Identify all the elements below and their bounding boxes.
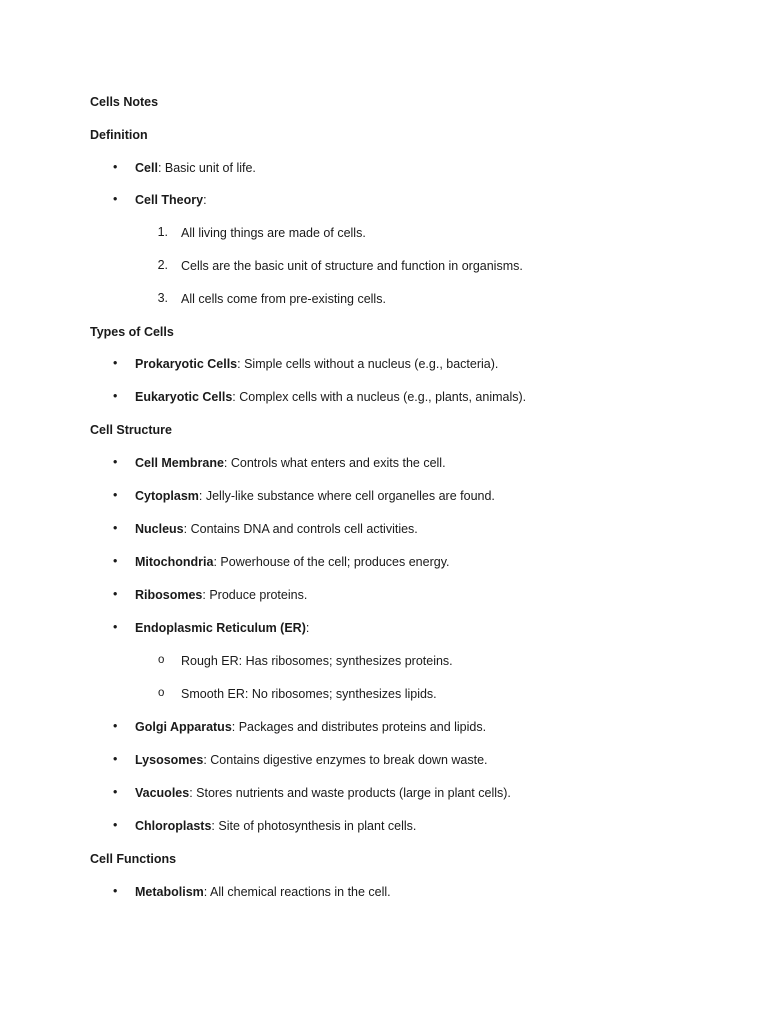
item-number: 1.	[157, 225, 168, 239]
section-heading-definition: Definition	[90, 128, 148, 142]
description: : Controls what enters and exits the cell.	[223, 456, 446, 470]
term: Nucleus	[135, 522, 184, 536]
term: Vacuoles	[135, 786, 190, 800]
term: Mitochondria	[135, 555, 214, 569]
description: :	[203, 193, 207, 207]
section-heading-functions: Cell Functions	[90, 852, 177, 866]
bullet-icon: •	[113, 818, 118, 832]
description: : Simple cells without a nucleus (e.g., bacteria).	[237, 357, 499, 371]
term: Cell Theory	[135, 193, 204, 207]
term: Chloroplasts	[135, 819, 212, 833]
item-text: Cells are the basic unit of structure and function in organisms.	[181, 259, 523, 273]
bullet-icon: •	[113, 785, 118, 799]
bullet-icon: •	[113, 587, 118, 601]
term: Lysosomes	[135, 753, 204, 767]
description: : Jelly-like substance where cell organelles are found.	[198, 489, 495, 503]
circle-bullet-icon: o	[158, 654, 165, 666]
item-text: All cells come from pre-existing cells.	[181, 292, 386, 306]
description: : Powerhouse of the cell; produces energy.	[213, 555, 450, 569]
bullet-icon: •	[113, 160, 118, 174]
description: : Basic unit of life.	[157, 161, 256, 175]
section-heading-types: Types of Cells	[90, 325, 174, 339]
item-text: All living things are made of cells.	[181, 226, 366, 240]
bullet-icon: •	[113, 719, 118, 733]
bullet-icon: •	[113, 554, 118, 568]
term: Cytoplasm	[135, 489, 199, 503]
document-title: Cells Notes	[90, 95, 159, 109]
item-text: Rough ER: Has ribosomes; synthesizes proteins.	[181, 654, 453, 668]
term: Prokaryotic Cells	[135, 357, 238, 371]
description: : Complex cells with a nucleus (e.g., plants, animals).	[232, 390, 527, 404]
description: :	[305, 621, 310, 635]
item-text: Smooth ER: No ribosomes; synthesizes lipids.	[181, 687, 437, 701]
term: Cell Membrane	[135, 456, 224, 470]
term: Cell	[135, 161, 158, 175]
bullet-icon: •	[113, 488, 118, 502]
bullet-icon: •	[113, 884, 118, 898]
bullet-icon: •	[113, 192, 118, 206]
item-number: 2.	[157, 258, 168, 272]
description: : Contains digestive enzymes to break down waste.	[203, 753, 488, 767]
term: Metabolism	[135, 885, 204, 899]
description: : Contains DNA and controls cell activities.	[183, 522, 418, 536]
description: : Stores nutrients and waste products (large in plant cells).	[189, 786, 511, 800]
description: : Packages and distributes proteins and lipids.	[231, 720, 487, 734]
circle-bullet-icon: o	[158, 687, 165, 699]
item-number: 3.	[157, 291, 168, 305]
term: Ribosomes	[135, 588, 203, 602]
bullet-icon: •	[113, 521, 118, 535]
bullet-icon: •	[113, 389, 118, 403]
bullet-icon: •	[113, 752, 118, 766]
term: Golgi Apparatus	[135, 720, 232, 734]
description: : Site of photosynthesis in plant cells.	[211, 819, 417, 833]
description: : All chemical reactions in the cell.	[203, 885, 391, 899]
bullet-icon: •	[113, 356, 118, 370]
section-heading-structure: Cell Structure	[90, 423, 172, 437]
bullet-icon: •	[113, 455, 118, 469]
bullet-icon: •	[113, 620, 118, 634]
term: Eukaryotic Cells	[135, 390, 233, 404]
term: Endoplasmic Reticulum (ER)	[135, 621, 306, 635]
description: : Produce proteins.	[202, 588, 308, 602]
